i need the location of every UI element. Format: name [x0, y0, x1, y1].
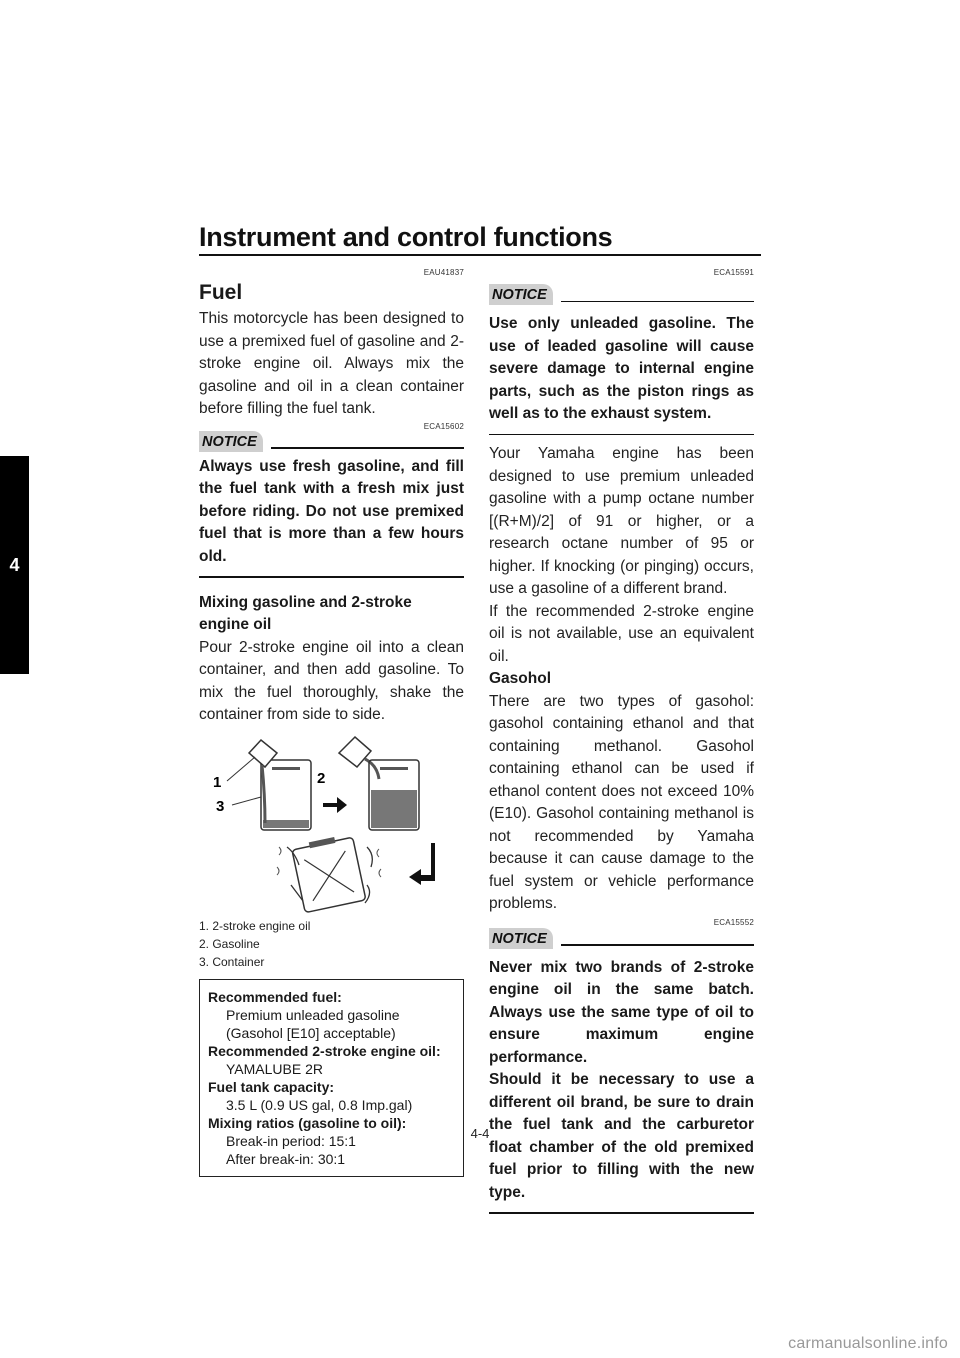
notice-text-fresh-gasoline: Always use fresh gasoline, and fill the fuel tank with a fresh mix just before riding. Do not use premixed fuel that is more than a few hours old. — [199, 457, 464, 565]
caption-3: 3. Container — [199, 954, 265, 969]
gasoline-can-shape — [339, 737, 371, 767]
spec-label-capacity: Fuel tank capacity: — [208, 1078, 335, 1095]
page-title: Instrument and control functions — [199, 222, 613, 252]
gasohol-heading: Gasohol — [489, 670, 552, 687]
notice-text-unleaded: Use only unleaded gasoline. The use of leaded gasoline will cause severe damage to internal engine parts, such as the piston rings as well as to the exhaust system. — [489, 315, 754, 422]
notice-text-oil-brands: Never mix two brands of 2-stroke engine oil in the same batch. Always use the same type of oil to ensure maximum engine performance. — [489, 958, 754, 1066]
arrow-right-icon — [323, 797, 347, 813]
oil-can-shape — [249, 740, 277, 767]
section-code: EAU41837 — [423, 268, 464, 277]
notice-header — [199, 431, 464, 452]
gasohol-text: There are two types of gasohol: gasohol containing ethanol and that containing methanol. Gasohol containing ethanol can be used if ethanol content does not exceed 10% (E10). Gasohol containing methanol is not recommended by Yamaha because it can cause damage to the fuel system or vehicle performance problems. — [489, 692, 754, 912]
specifications-box — [199, 979, 464, 1177]
notice-badge-2: NOTICE — [489, 928, 553, 949]
label-3: 3 — [216, 797, 225, 815]
spec-value-capacity: 3.5 L (0.9 US gal, 0.8 Imp.gal) — [226, 1096, 413, 1113]
spec-label-oil: Recommended 2-stroke engine oil: — [208, 1042, 441, 1059]
notice-end-rule — [199, 576, 464, 578]
notice-rule-2 — [561, 944, 754, 946]
site-watermark[interactable]: carmanualsonline.info — [788, 1335, 948, 1352]
notice-rule-1 — [561, 301, 754, 303]
right-column — [489, 268, 754, 1214]
notice-badge-1: NOTICE — [489, 284, 553, 305]
notice-badge: NOTICE — [199, 431, 263, 452]
spec-value-breakin: Break-in period: 15:1 — [226, 1132, 356, 1149]
equivalent-oil-text: If the recommended 2-stroke engine oil is not available, use an equivalent oil. — [489, 602, 754, 665]
spec-label-fuel: Recommended fuel: — [208, 988, 342, 1005]
left-column — [199, 268, 464, 1177]
page-number: 4-4 — [470, 1126, 490, 1141]
fuel-mix-level — [371, 790, 417, 828]
notice-code-2: ECA15552 — [713, 917, 754, 927]
notice-code: ECA15602 — [423, 421, 464, 431]
mixing-illustration — [199, 735, 464, 915]
caption-1: 1. 2-stroke engine oil — [199, 918, 311, 933]
title-rule — [199, 254, 761, 256]
notice-code-1: ECA15591 — [713, 268, 754, 277]
figure-captions — [199, 917, 464, 971]
oil-pour-stream — [262, 765, 265, 823]
gasoline-pour-stream — [365, 759, 379, 779]
label-2: 2 — [317, 769, 326, 787]
notice-header-1 — [489, 284, 754, 305]
chapter-tab — [0, 456, 29, 674]
hand-right — [365, 847, 372, 903]
arrow-down-left-icon — [409, 843, 435, 885]
container-empty-outline — [261, 760, 311, 830]
fuel-intro-text: This motorcycle has been designed to use a premixed fuel of gasoline and 2-stroke engine oil. Always mix the gasoline and oil in a clean container before filling the fuel tank. — [199, 310, 464, 417]
label-1: 1 — [213, 773, 222, 791]
spec-value-fuel: Premium unleaded gasoline (Gasohol [E10] acceptable) — [226, 1006, 400, 1041]
spec-value-after-breakin: After break-in: 30:1 — [226, 1150, 346, 1167]
notice-end-rule-1 — [489, 434, 754, 436]
mixing-instructions-text: Pour 2-stroke engine oil into a clean container, and then add gasoline. To mix the fuel thoroughly, shake the container from side to side. — [199, 638, 464, 723]
mixing-diagram-svg — [199, 735, 464, 915]
notice-end-rule-2 — [489, 1212, 754, 1214]
caption-2: 2. Gasoline — [199, 936, 260, 951]
notice-text-drain: Should it be necessary to use a different oil brand, be sure to drain the fuel tank and the carburetor float chamber of the old premixed fuel prior to filling with the new type. — [489, 1071, 754, 1201]
spec-value-oil: YAMALUBE 2R — [226, 1060, 323, 1077]
section-heading-fuel: Fuel — [199, 281, 243, 304]
oil-layer — [263, 820, 309, 828]
subheading-mixing: Mixing gasoline and 2-stroke engine oil — [199, 593, 412, 633]
chapter-number: 4 — [9, 554, 20, 575]
notice-header-2 — [489, 928, 754, 949]
octane-text: Your Yamaha engine has been designed to use premium unleaded gasoline with a pump octane number [(R+M)/2] of 91 or higher, or a research octane number of 95 or higher. If knocking (or pinging) occurs, use a gasoline of a different brand. — [489, 445, 754, 597]
notice-rule — [271, 447, 464, 449]
spec-label-ratios: Mixing ratios (gasoline to oil): — [208, 1114, 407, 1131]
